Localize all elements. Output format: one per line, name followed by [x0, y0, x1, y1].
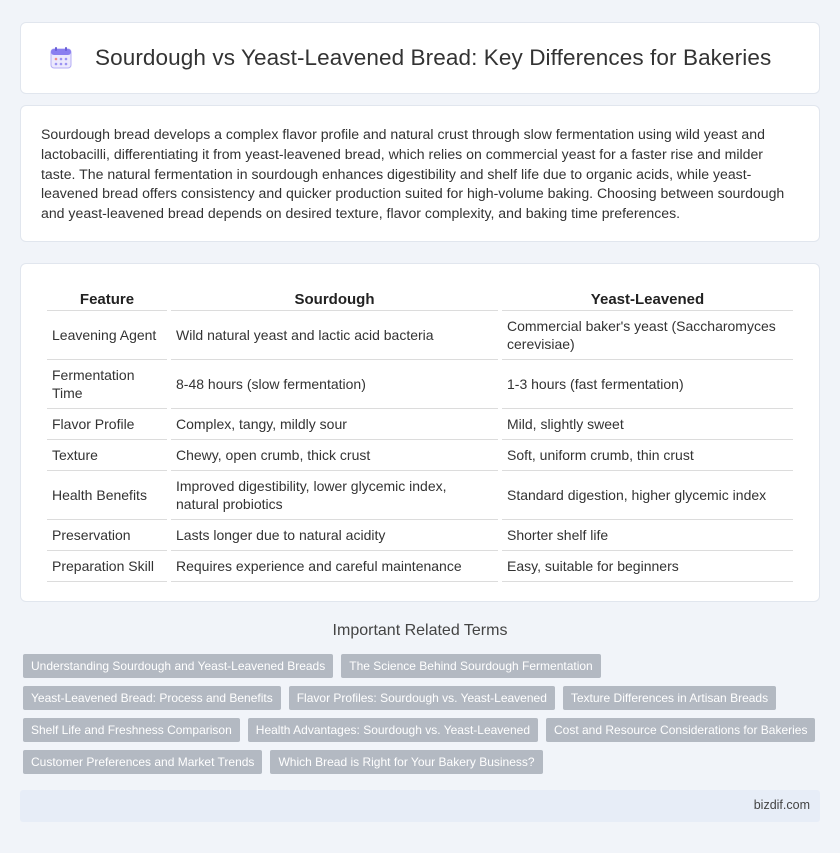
comparison-table-card: [20, 263, 820, 602]
table-row: [47, 440, 793, 471]
header-sourdough: Sourdough: [171, 286, 498, 311]
cell-feature: Preservation: [47, 520, 167, 551]
related-term-link[interactable]: Customer Preferences and Market Trends: [23, 750, 262, 774]
cell-yeast-leavened: Mild, slightly sweet: [502, 409, 793, 440]
cell-sourdough: Complex, tangy, mildly sour: [171, 409, 498, 440]
comparison-table: [43, 286, 797, 582]
related-term-link[interactable]: Health Advantages: Sourdough vs. Yeast-Leavened: [248, 718, 538, 742]
cell-yeast-leavened: 1-3 hours (fast fermentation): [502, 360, 793, 409]
related-term-link[interactable]: Yeast-Leavened Bread: Process and Benefits: [23, 686, 281, 710]
page-title: Sourdough vs Yeast-Leavened Bread: Key Differences for Bakeries: [95, 45, 772, 70]
cell-feature: Preparation Skill: [47, 551, 167, 582]
intro-card: [20, 105, 820, 242]
footer-site-link[interactable]: bizdif.com: [753, 798, 810, 812]
table-row: [47, 551, 793, 582]
cell-yeast-leavened: Easy, suitable for beginners: [502, 551, 793, 582]
table-row: [47, 520, 793, 551]
related-term-link[interactable]: Shelf Life and Freshness Comparison: [23, 718, 240, 742]
cell-feature: Health Benefits: [47, 471, 167, 520]
header-yeast-leavened: Yeast-Leavened: [502, 286, 793, 311]
related-terms-title: Important Related Terms: [332, 622, 508, 639]
cell-sourdough: Chewy, open crumb, thick crust: [171, 440, 498, 471]
table-row: [47, 409, 793, 440]
cell-yeast-leavened: Standard digestion, higher glycemic index: [502, 471, 793, 520]
calendar-icon: [49, 46, 73, 70]
cell-feature: Leavening Agent: [47, 311, 167, 360]
cell-feature: Flavor Profile: [47, 409, 167, 440]
table-row: [47, 360, 793, 409]
table-row: [47, 471, 793, 520]
footer: [20, 790, 820, 822]
cell-sourdough: Lasts longer due to natural acidity: [171, 520, 498, 551]
related-term-link[interactable]: Understanding Sourdough and Yeast-Leavened Breads: [23, 654, 333, 678]
table-row: [47, 311, 793, 360]
cell-feature: Fermentation Time: [47, 360, 167, 409]
related-term-link[interactable]: Texture Differences in Artisan Breads: [563, 686, 776, 710]
table-header-row: [47, 286, 793, 311]
cell-sourdough: Requires experience and careful maintenance: [171, 551, 498, 582]
cell-yeast-leavened: Commercial baker's yeast (Saccharomyces cerevisiae): [502, 311, 793, 360]
related-term-link[interactable]: Which Bread is Right for Your Bakery Business?: [270, 750, 542, 774]
cell-feature: Texture: [47, 440, 167, 471]
related-term-link[interactable]: Flavor Profiles: Sourdough vs. Yeast-Leavened: [289, 686, 555, 710]
related-terms-list: [23, 654, 823, 782]
cell-sourdough: 8-48 hours (slow fermentation): [171, 360, 498, 409]
related-term-link[interactable]: Cost and Resource Considerations for Bakeries: [546, 718, 815, 742]
cell-yeast-leavened: Soft, uniform crumb, thin crust: [502, 440, 793, 471]
related-term-link[interactable]: The Science Behind Sourdough Fermentation: [341, 654, 601, 678]
header-card: [20, 22, 820, 94]
intro-paragraph: Sourdough bread develops a complex flavor profile and natural crust through slow fermentation using wild yeast and lactobacilli, differentiating it from yeast-leavened bread, which relies on commercial yeast for a faster rise and milder taste. The natural fermentation in sourdough enhances digestibility and shelf life due to organic acids, while yeast-leavened bread offers consistency and quicker production suited for high-volume baking. Choosing between sourdough and yeast-leavened bread depends on desired texture, flavor complexity, and baking time preferences.: [41, 126, 785, 222]
cell-sourdough: Wild natural yeast and lactic acid bacteria: [171, 311, 498, 360]
header-feature: Feature: [47, 286, 167, 311]
cell-yeast-leavened: Shorter shelf life: [502, 520, 793, 551]
cell-sourdough: Improved digestibility, lower glycemic index, natural probiotics: [171, 471, 498, 520]
